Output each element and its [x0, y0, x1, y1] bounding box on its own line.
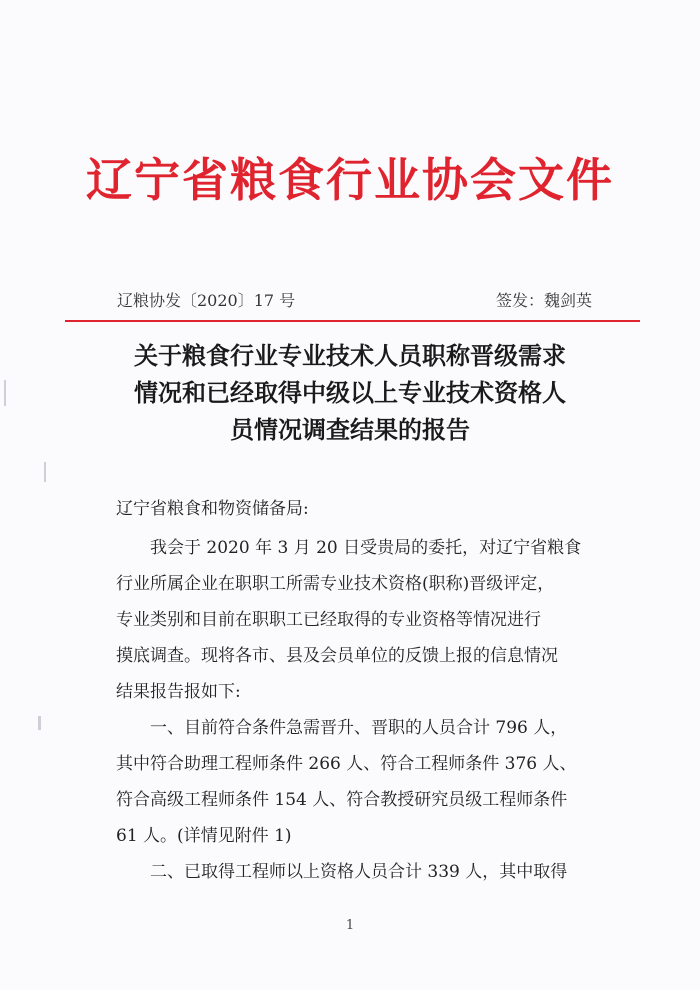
body-text [116, 530, 596, 890]
body-line: 一、目前符合条件急需晋升、晋职的人员合计 796 人， [150, 718, 568, 738]
document-number: 辽粮协发〔2020〕17 号 [117, 291, 296, 310]
document-header: 辽宁省粮食行业协会文件 [86, 153, 614, 207]
body-line: 二、已取得工程师以上资格人员合计 339 人，其中取得 [150, 862, 568, 882]
recipient: 辽宁省粮食和物资储备局: [116, 499, 309, 519]
body-line: 行业所属企业在职职工所需专业技术资格(职称)晋级评定， [116, 574, 555, 594]
scan-artifact [4, 380, 6, 406]
scan-artifact [44, 462, 46, 482]
body-line: 专业类别和目前在职职工已经取得的专业资格等情况进行 [116, 610, 541, 630]
body-line: 摸底调查。现将各市、县及会员单位的反馈上报的信息情况 [116, 646, 558, 666]
body-line: 结果报告报如下: [116, 682, 241, 702]
page-number: 1 [345, 918, 355, 933]
body-line: 其中符合助理工程师条件 266 人、符合工程师条件 376 人、 [116, 754, 577, 774]
body-line: 我会于 2020 年 3 月 20 日受贵局的委托，对辽宁省粮食 [150, 538, 582, 558]
report-title-line: 员情况调查结果的报告 [230, 416, 470, 444]
report-title-line: 情况和已经取得中级以上专业技术资格人 [134, 379, 566, 407]
report-title [100, 338, 600, 449]
scan-artifact [38, 716, 41, 730]
body-line: 符合高级工程师条件 154 人、符合教授研究员级工程师条件 [116, 790, 568, 810]
header-divider [65, 320, 640, 322]
body-line: 61 人。(详情见附件 1) [116, 826, 292, 846]
report-title-line: 关于粮食行业专业技术人员职称晋级需求 [134, 342, 566, 370]
signer: 签发：魏剑英 [495, 291, 592, 310]
